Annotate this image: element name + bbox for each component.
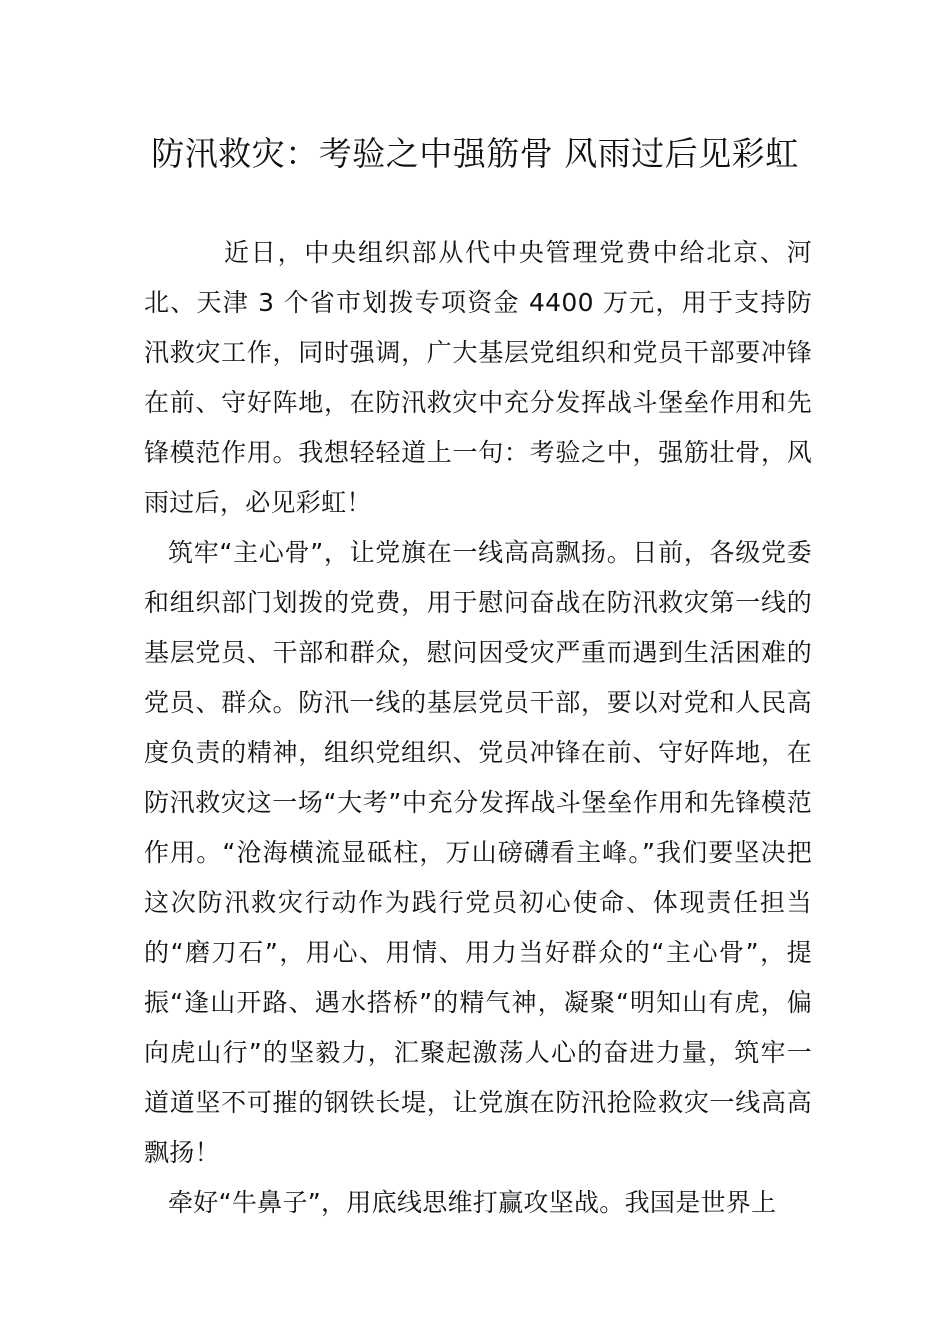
- paragraph: 近日，中央组织部从代中央管理党费中给北京、河北、天津 3 个省市划拨专项资金 4400 万元，用于支持防汛救灾工作，同时强调，广大基层党组织和党员干部要冲锋在前、守好阵地，在防汛救灾中充分发挥战斗堡垒作用和先锋模范作用。我想轻轻道上一句：考验之中，强筋壮骨，风雨过后，必见彩虹！: [144, 238, 812, 517]
- paragraph: 牵好“牛鼻子”，用底线思维打赢攻坚战。我国是世界上: [168, 1188, 777, 1217]
- document-title: 防汛救灾：考验之中强筋骨 风雨过后见彩虹: [151, 134, 799, 173]
- document-body: [144, 228, 812, 1228]
- paragraph: 筑牢“主心骨”，让党旗在一线高高飘扬。日前，各级党委和组织部门划拨的党费，用于慰问奋战在防汛救灾第一线的基层党员、干部和群众，慰问因受灾严重而遇到生活困难的党员、群众。防汛一线的基层党员干部，要以对党和人民高度负责的精神，组织党组织、党员冲锋在前、守好阵地，在防汛救灾这一场“大考”中充分发挥战斗堡垒作用和先锋模范作用。“沧海横流显砥柱，万山磅礴看主峰。”我们要坚决把这次防汛救灾行动作为践行党员初心使命、体现责任担当的“磨刀石”，用心、用情、用力当好群众的“主心骨”，提振“逢山开路、遇水搭桥”的精气神，凝聚“明知山有虎，偏向虎山行”的坚毅力，汇聚起激荡人心的奋进力量，筑牢一道道坚不可摧的钢铁长堤，让党旗在防汛抢险救灾一线高高飘扬！: [144, 538, 812, 1167]
